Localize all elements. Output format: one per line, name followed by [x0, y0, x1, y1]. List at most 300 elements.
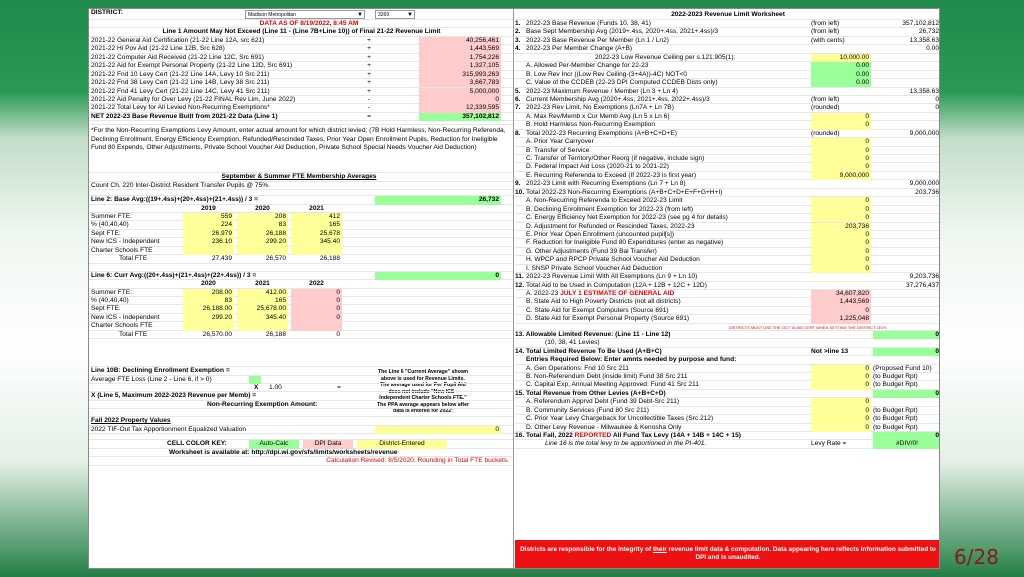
line6-value: 0 — [375, 272, 501, 280]
row-note: (rounded) — [811, 104, 840, 112]
row-value: 357,102,812 — [902, 20, 939, 27]
entry-value[interactable]: 0 — [811, 424, 871, 432]
row-label: C. State Aid for Exempt Computers (Source 691) — [526, 306, 669, 314]
row-label: A. Non-Recurring Referenda to Exceed 2022-23 Limit — [526, 197, 683, 205]
fte-grid-cell[interactable] — [183, 247, 234, 255]
line13-sub: (10, 38, 41 Levies) — [545, 339, 600, 347]
fte-grid-cell[interactable]: 83 — [183, 297, 234, 305]
line1-row-value: 1,443,569 — [419, 45, 501, 53]
x-value: 1.00 — [269, 384, 282, 391]
fte-grid-cell[interactable]: 0 — [291, 289, 342, 297]
cell-color-key-label: CELL COLOR KEY: — [167, 440, 227, 448]
row-input-value[interactable]: 10,000.00 — [811, 54, 871, 62]
fte-grid-row-label: Summer FTE: — [91, 288, 133, 296]
fte-grid-cell: 26,188 — [319, 255, 340, 263]
fte-grid-row — [89, 305, 513, 313]
row-input-value: 1,225,048 — [811, 315, 871, 323]
line1-row-label: 2021-22 Fnd 41 Levy Cert (21-22 Line 14C, Levy 41 Src 211) — [91, 87, 270, 95]
fte-grid-cell[interactable]: 345.40 — [237, 314, 288, 322]
row-number — [515, 71, 525, 79]
entry-note: (to Budget Rpt) — [873, 415, 918, 423]
row-label: 2022-23 Revenue Limit With All Exemptions (Ln 9 + Ln 10) — [526, 273, 698, 281]
district-code-dropdown[interactable]: 3269 ▼ — [375, 10, 415, 19]
row-input-value[interactable]: 0 — [811, 206, 871, 214]
fte-loss-label: Average FTE Loss (Line 2 - Line 6, if > 0) — [91, 375, 212, 383]
line1-row-op: + — [367, 79, 371, 87]
row-label: Current Membership Avg (2020+.4ss, 2021+.4ss, 2022+.4ss)/3 — [526, 95, 710, 103]
entry-row — [515, 373, 940, 381]
entry-row — [515, 415, 940, 423]
line1-row-value: 5,000,000 — [419, 88, 501, 96]
row-label: A. Allowed Per-Member Change for 22-23 — [526, 62, 649, 70]
entry-row — [515, 365, 940, 373]
grid-year-header: 2019 — [201, 204, 216, 212]
x-eq: = — [337, 384, 341, 391]
line1-row — [89, 88, 513, 96]
row-number: 2. — [515, 28, 521, 36]
worksheet-row — [515, 54, 940, 62]
entry-note: (to Budget Rpt) — [873, 381, 918, 389]
row-label: C. Transfer of Territory/Other Reorg (if negative, include sign) — [526, 155, 705, 162]
row-number — [515, 239, 525, 247]
line2-label: Line 2: Base Avg:((19+.4ss)+(20+.4ss)+(21+.4ss)) / 3 = — [91, 196, 259, 204]
row-input-value[interactable]: 0 — [811, 163, 871, 171]
line1-row-value: 3,667,783 — [419, 79, 501, 87]
row-number: 12. — [515, 281, 525, 289]
row-number — [515, 206, 525, 214]
worksheet-row — [515, 298, 940, 306]
nonrec-amount-label: Non-Recurring Exemption Amount: — [207, 400, 318, 408]
row-input-value[interactable]: 0 — [811, 197, 871, 205]
entry-row — [515, 381, 940, 389]
row-label: Total Aid to be Used in Computation (12A + 12B + 12C + 12D) — [526, 281, 707, 289]
fte-grid-cell: 27,439 — [211, 255, 232, 263]
key-auto-calc: Auto-Calc — [249, 440, 299, 448]
fte-grid-row — [89, 221, 513, 229]
row-input-value[interactable]: 0 — [811, 231, 871, 239]
worksheet-row — [515, 223, 940, 231]
row-input-value[interactable]: 0 — [811, 155, 871, 163]
row-label: A. Prior Year Carryover — [526, 138, 594, 146]
row-number: 9. — [515, 180, 521, 188]
grid-year-header: 2021 — [255, 280, 270, 288]
line2-value: 26,732 — [375, 196, 501, 204]
fte-grid-cell[interactable]: 559 — [183, 213, 234, 221]
fte-grid-row — [89, 230, 513, 238]
aid-cert-note: DISTRICTS MUST USE THE OCT 15 AID CERT WHEN SETTING THE DISTRICT LEVY. — [728, 324, 888, 330]
row-number: 5. — [515, 87, 521, 95]
row-number — [515, 147, 525, 155]
fte-grid-cell[interactable]: 165 — [291, 221, 342, 229]
line1-row-label: 2021-22 Fnd 10 Levy Cert (21-22 Line 14A, Levy 10 Src 211) — [91, 70, 270, 78]
fte-grid-row-label: Total FTE — [119, 330, 148, 338]
worksheet-row — [515, 79, 940, 87]
row-input-value: 0 — [811, 307, 871, 315]
line16-sub: Line 16 is the total levy to be apportioned in the PI-401. — [545, 440, 707, 448]
row-number: 3. — [515, 36, 521, 44]
fte-grid-cell[interactable]: 412 — [291, 213, 342, 221]
chevron-down-icon: ▼ — [357, 12, 363, 18]
fte-title: September & Summer FTE Membership Averages — [221, 173, 377, 181]
row-label: Total 2022-23 Recurring Exemptions (A+B+C+D+E) — [526, 129, 677, 137]
district-dropdown[interactable]: Madison Metropolitan ▼ — [245, 10, 365, 19]
row-number — [515, 113, 525, 121]
line1-row-value: 1,754,226 — [419, 54, 501, 62]
worksheet-title: 2022-2023 Revenue Limit Worksheet — [671, 11, 785, 18]
tif-label: 2022 TIF-Out Tax Apportionment Equalized Valuation — [91, 425, 247, 433]
row-label — [526, 290, 808, 298]
worksheet-row — [515, 172, 940, 180]
worksheet-row — [515, 104, 940, 112]
line1-row — [89, 37, 513, 45]
row-note — [811, 45, 871, 53]
row-number: 1. — [515, 20, 521, 27]
grid-year-row — [89, 205, 513, 213]
worksheet-row — [515, 155, 940, 163]
fte-grid-cell[interactable]: 208 — [237, 213, 288, 221]
entry-row — [515, 424, 940, 432]
row-label: 2022-23 Rev Limit, No Exemptions (Ln7A + Ln 7B) — [526, 104, 674, 112]
fte-grid-cell[interactable]: 25,678 — [291, 230, 342, 238]
row-note — [811, 180, 871, 188]
row-input-value[interactable]: 0 — [811, 239, 871, 247]
row-note: (rounded) — [811, 129, 840, 137]
entry-value[interactable]: 0 — [811, 365, 871, 373]
data-as-of: DATA AS OF 8/19/2022, 8:45 AM — [259, 20, 359, 27]
line1-row-label: 2021-22 Fnd 38 Levy Cert (21-22 Line 14B, Levy 38 Src 211) — [91, 79, 270, 87]
row-input-value[interactable]: 0 — [811, 214, 871, 222]
row-input-value: 34,607,820 — [811, 290, 871, 298]
entry-note: (to Budget Rpt) — [873, 406, 918, 414]
line14-label: 14. Total Limited Revenue To Be Used (A+B+C) — [515, 347, 662, 355]
fte-grid-cell[interactable]: 208.00 — [183, 289, 234, 297]
row-note: (with cents) — [811, 36, 845, 44]
fte-grid-cell[interactable]: 26,188 — [237, 230, 288, 238]
row-label: A. Max Rev/Memb x Cur Memb Avg (Ln 5 x Ln 6) — [526, 112, 670, 120]
fte-grid-cell[interactable]: 236.10 — [183, 238, 234, 246]
line6-note: The Line 6 "Current Average" shown above is used for Revenue Limits. The average used for Per Pupil Aid does not include "New ICS - Independent Charter Schools FTE." The PPA average appears below after data is entered for 2022: — [377, 369, 469, 414]
fte-grid-row-label: New ICS - Independent — [91, 313, 160, 321]
worksheet-link[interactable]: Worksheet is available at: http://dpi.wi.gov/sfs/limits/worksheets/revenue — [169, 448, 398, 456]
row-number: 10. — [515, 188, 525, 196]
worksheet-row — [515, 138, 940, 146]
fte-grid-row — [89, 238, 513, 246]
row-label: Total 2022-23 Non-Recurring Exemptions (A+B+C+D+E+F+G+H+I) — [526, 188, 723, 196]
line1-row — [89, 104, 513, 112]
fte-grid-cell[interactable]: 224 — [183, 221, 234, 229]
row-input-value[interactable]: 0 — [811, 113, 871, 121]
row-number: 8. — [515, 129, 521, 137]
worksheet-row — [515, 45, 940, 53]
row-label: B. Transfer of Service — [526, 146, 590, 154]
row-number — [515, 307, 525, 315]
worksheet-row — [515, 189, 940, 197]
fte-grid-row — [89, 331, 513, 339]
worksheet-row — [515, 37, 940, 45]
x-label: X — [254, 384, 259, 391]
integrity-note: Districts are responsible for the integrity of their revenue limit data & computation. Data appearing here reflects information submitted to DPI and is unaudited. — [515, 540, 940, 569]
property-values-label: Fall 2022 Property Values — [91, 417, 171, 425]
line1-row — [89, 62, 513, 70]
row-input-value[interactable]: 0 — [811, 121, 871, 129]
line1-row-op: + — [367, 36, 371, 44]
fte-grid-cell[interactable]: 26,979 — [183, 230, 234, 238]
fte-grid-row — [89, 255, 513, 263]
line1-row-value: 40,256,461 — [419, 37, 501, 45]
line10b-label: Line 10B: Declining Enrollment Exemption = — [91, 367, 230, 375]
fte-grid-cell[interactable]: 26,188.00 — [183, 305, 234, 313]
row-label: 2022-23 Base Revenue (Funds 10, 38, 41) — [526, 20, 651, 27]
line1-row-label: 2021-22 Aid Penalty for Over Levy (21-22 FINAL Rev Lim, June 2022) — [91, 95, 296, 103]
fte-grid-row-label: Sept FTE: — [91, 305, 121, 313]
row-note: (from left) — [811, 20, 840, 27]
fte-grid-cell[interactable] — [237, 322, 288, 330]
entry-value[interactable]: 0 — [811, 398, 871, 406]
row-label: F. Reduction for Ineligible Fund 80 Expenditures (enter as negative) — [526, 239, 724, 247]
fte-grid-cell: 0 — [336, 330, 340, 338]
worksheet-row — [515, 248, 940, 256]
row-label: E. Prior Year Open Enrollment (uncounted pupil[s]) — [526, 230, 675, 238]
fte-grid-row — [89, 247, 513, 255]
row-note — [811, 282, 871, 290]
line15-value: 0 — [873, 390, 940, 398]
worksheet-row — [515, 239, 940, 247]
line1-row-op: + — [367, 87, 371, 95]
line1-row-label: 2021-22 General Aid Certification (21-22 Line 12A, src 621) — [91, 36, 265, 44]
chevron-down-icon: ▼ — [407, 12, 413, 18]
row-input-value[interactable]: 0 — [811, 147, 871, 155]
fte-grid-row-label: Charter Schools FTE — [91, 246, 153, 254]
worksheet-row — [515, 180, 940, 188]
district-label: DISTRICT: — [91, 9, 123, 16]
row-value: 203,736 — [915, 188, 939, 196]
tif-value[interactable]: 0 — [375, 426, 501, 434]
row-number — [515, 265, 525, 273]
fte-grid-cell: 26,188 — [265, 330, 286, 338]
right-pane — [515, 9, 940, 569]
worksheet-row — [515, 71, 940, 79]
fte-grid-cell: 26,570.00 — [202, 330, 232, 338]
fte-grid-cell[interactable]: 299.20 — [183, 314, 234, 322]
entry-value[interactable]: 0 — [811, 407, 871, 415]
row-label: 2022-23 Maximum Revenue / Member (Ln 3 + Ln 4) — [526, 87, 678, 95]
worksheet-row — [515, 265, 940, 273]
grid-year-header: 2020 — [255, 204, 270, 212]
line14-entries — [515, 365, 940, 390]
row-label: E. Recurring Referenda to Exceed (If 2022-23 is first year) — [526, 171, 697, 179]
row-number — [515, 315, 525, 323]
line1-row-label: 2021-22 Hi Pov Aid (21-22 Line 12B, Src 628) — [91, 45, 225, 53]
row-note: (from left) — [811, 28, 840, 36]
row-input-value[interactable]: 0.00 — [811, 62, 871, 70]
line1-row-op: + — [367, 62, 371, 70]
left-pane — [89, 9, 514, 569]
line1-row — [89, 96, 513, 104]
row-number — [515, 197, 525, 205]
fte-grid-cell[interactable] — [291, 247, 342, 255]
row-number — [515, 163, 525, 171]
entry-note — [873, 398, 940, 406]
row-label: C. Value of the CCDEB (22-23 DPI Computed CCDEB Dists only) — [526, 79, 718, 87]
fte-grid-cell: 26,570 — [265, 255, 286, 263]
line15-label: 15. Total Revenue from Other Levies (A+B+C+D) — [515, 389, 666, 397]
row-input-value[interactable]: 0 — [811, 265, 871, 273]
row-number — [515, 172, 525, 180]
row-number — [515, 62, 525, 70]
worksheet-row — [515, 96, 940, 104]
fte-grid-cell[interactable]: 299.20 — [237, 238, 288, 246]
row-label: Base Sept Membership Avg (2019+.4ss, 2020+.4ss, 2021+.4ss)/3 — [526, 28, 719, 36]
worksheet-row — [515, 273, 940, 281]
fte-grid-cell[interactable]: 165 — [237, 297, 288, 305]
fte-grid-current — [89, 280, 513, 339]
row-number: 7. — [515, 104, 521, 112]
fte-grid-cell[interactable]: 345.40 — [291, 238, 342, 246]
worksheet-row — [515, 315, 940, 323]
row-value: 37,276,437 — [905, 281, 939, 289]
row-value: 0 — [935, 95, 939, 103]
fte-grid-row-label: New ICS - Independent — [91, 238, 160, 246]
fte-grid-cell[interactable] — [237, 247, 288, 255]
line13-label: 13. Allowable Limited Revenue: (Line 11 - Line 12) — [515, 330, 671, 338]
nonrecurring-footnote: *For the Non-Recurring Exemptions Levy Amount, enter actual amount for which district levied; (7B Hold Harmless, Non-Recurring Referenda, Declining Enrollment, Energy Efficiency Exemption, Refunded/Rescinded Taxes, Prior Year Open Enrollment Pupils, Reduction for Ineligible Fund 80 Expends, Other Adjustments, Private School Voucher Aid Deduction, Private School Special Needs Voucher Aid Deduction) — [91, 127, 506, 152]
line1-row-op: + — [367, 53, 371, 61]
line13-value: 0 — [873, 331, 940, 339]
row-value: 0.00 — [926, 45, 939, 53]
line1-row-label: 2021-22 Aid for Exempt Personal Property (21-22 Line 12D, Src 691) — [91, 62, 293, 70]
entry-row — [515, 398, 940, 406]
revenue-limit-worksheet — [88, 8, 940, 569]
row-number: 6. — [515, 95, 521, 103]
line1-row — [89, 45, 513, 53]
line1-rows — [89, 37, 513, 121]
row-input-value[interactable]: 0.00 — [811, 71, 871, 79]
row-number — [515, 121, 525, 129]
line1-row-label: 2021-22 Total Levy for All Levied Non-Recurring Exemptions* — [91, 104, 270, 112]
row-number — [515, 138, 525, 146]
row-input-value[interactable]: 203,736 — [811, 223, 871, 231]
fte-grid-cell[interactable]: 0 — [291, 314, 342, 322]
worksheet-row — [515, 121, 940, 129]
fte-grid-cell[interactable]: 412.00 — [237, 289, 288, 297]
worksheet-row — [515, 20, 940, 28]
fte-grid-cell[interactable] — [183, 322, 234, 330]
worksheet-row — [515, 231, 940, 239]
row-number — [515, 256, 525, 264]
entry-value[interactable]: 0 — [811, 373, 871, 381]
worksheet-row — [515, 214, 940, 222]
line1-header: Line 1 Amount May Not Exceed (Line 11 - (Line 7B+Line 10)) of Final 21-22 Revenue Limit — [162, 28, 441, 36]
slide-number: 6/28 — [954, 545, 999, 569]
row-note — [811, 189, 871, 197]
row-value: 13,358.63 — [909, 87, 939, 95]
row-value: 9,203,736 — [909, 273, 939, 281]
worksheet-row — [515, 282, 940, 290]
row-value: 9,000,000 — [909, 129, 939, 137]
entry-label: C. Capital Exp, Annual Meeting Approved: Fund 41 Src 211 — [526, 381, 699, 389]
entry-label: B. Non-Referendum Debt (inside limit) Fund 38 Src 211 — [526, 372, 688, 380]
row-value: 9,000,000 — [909, 180, 939, 188]
grid-year-row — [89, 280, 513, 288]
fte-loss-value — [249, 376, 261, 384]
row-value: 0 — [935, 104, 939, 112]
line16-label: 16. Total Fall, 2022 REPORTED All Fund Tax Levy (14A + 14B + 14C + 15) — [515, 432, 741, 439]
entry-label: B. Community Services (Fund 80 Src 211) — [526, 406, 650, 414]
row-number — [515, 231, 525, 239]
row-label: 2022-23 Limit with Recurring Exemptions (Ln 7 + Ln 8) — [526, 180, 686, 188]
row-number — [515, 248, 525, 256]
worksheet-row — [515, 307, 940, 315]
fte-grid-row — [89, 297, 513, 305]
line1-row-op: + — [367, 45, 371, 53]
row-label-red: JULY 1 ESTIMATE OF GENERAL AID — [560, 290, 675, 297]
row-label: D. Federal Impact Aid Loss (2020-21 to 2021-22) — [526, 163, 669, 171]
fte-grid-cell[interactable]: 25,678.00 — [237, 305, 288, 313]
worksheet-row — [515, 256, 940, 264]
row-input-value[interactable]: 0.00 — [811, 79, 871, 87]
row-number — [515, 298, 525, 306]
line1-row-op: = — [367, 112, 371, 120]
worksheet-row — [515, 88, 940, 96]
levy-rate-value: #DIV/0! — [873, 440, 940, 448]
row-label: C. Energy Efficiency Net Exemption for 2022-23 (see pg 4 for details) — [526, 214, 728, 222]
row-number: 4. — [515, 45, 521, 53]
fte-grid-cell[interactable] — [291, 322, 342, 330]
entry-label: C. Prior Year Levy Chargeback for Uncollectible Taxes (Src 212) — [526, 415, 714, 423]
row-label: D. State Aid for Exempt Personal Property (Source 691) — [526, 315, 690, 323]
row-number — [515, 54, 525, 62]
key-dpi-data: DPI Data — [303, 440, 353, 448]
transfer-pupils-label: Count Ch. 220 Inter-District Resident Transfer Pupils @ 75%. — [91, 181, 270, 189]
fte-grid-cell[interactable]: 0 — [291, 297, 342, 305]
row-input-value[interactable]: 0 — [811, 138, 871, 146]
fte-grid-cell[interactable]: 83 — [237, 221, 288, 229]
entry-value[interactable]: 0 — [811, 381, 871, 389]
row-input-value[interactable]: 9,000,000 — [811, 172, 871, 180]
row-input-value[interactable]: 0 — [811, 248, 871, 256]
entry-label: A. Referendum Apprvd Debt (Fund 39 Debt-Src 211) — [526, 398, 680, 406]
line6-label: Line 6: Curr Avg:((20+.4ss)+(21+.4ss)+(22+.4ss)) / 3 = — [91, 271, 257, 279]
worksheet-row — [515, 113, 940, 121]
grid-year-header: 2020 — [201, 280, 216, 288]
line1-row-value: 1,327,105 — [419, 62, 501, 70]
line1-row-value: 315,993,263 — [419, 71, 501, 79]
fte-grid-base — [89, 205, 513, 264]
fte-grid-cell[interactable]: 0 — [291, 305, 342, 313]
fte-grid-row — [89, 289, 513, 297]
line1-row-op: - — [367, 95, 371, 103]
entry-note: (to Budget Rpt) — [873, 423, 918, 431]
line1-row-value: 0 — [419, 96, 501, 104]
right-rows — [515, 20, 940, 324]
line1-row-op: + — [367, 70, 371, 78]
line1-row-op: - — [367, 104, 371, 112]
row-label: I. SNSP Private School Voucher Aid Deduction — [526, 264, 663, 272]
row-input-value[interactable]: 0 — [811, 256, 871, 264]
row-number: 11. — [515, 273, 524, 281]
row-label: H. WPCP and RPCP Private School Voucher Aid Deduction — [526, 256, 700, 264]
worksheet-row — [515, 290, 940, 298]
entries-required: Entries Required Below: Enter amnts needed by purpose and fund: — [526, 356, 737, 364]
row-number — [515, 79, 525, 87]
row-label: 2022-23 Base Revenue Per Member (Ln 1 / Ln2) — [526, 36, 669, 44]
row-input-value: 1,443,569 — [811, 298, 871, 306]
line1-row — [89, 71, 513, 79]
line1-row-label: 2021-22 Computer Aid Received (21-22 Line 12C, Src 691) — [91, 53, 265, 61]
fte-grid-row — [89, 213, 513, 221]
entry-value[interactable]: 0 — [811, 415, 871, 423]
line14-flag: Not >line 13 — [811, 347, 849, 355]
